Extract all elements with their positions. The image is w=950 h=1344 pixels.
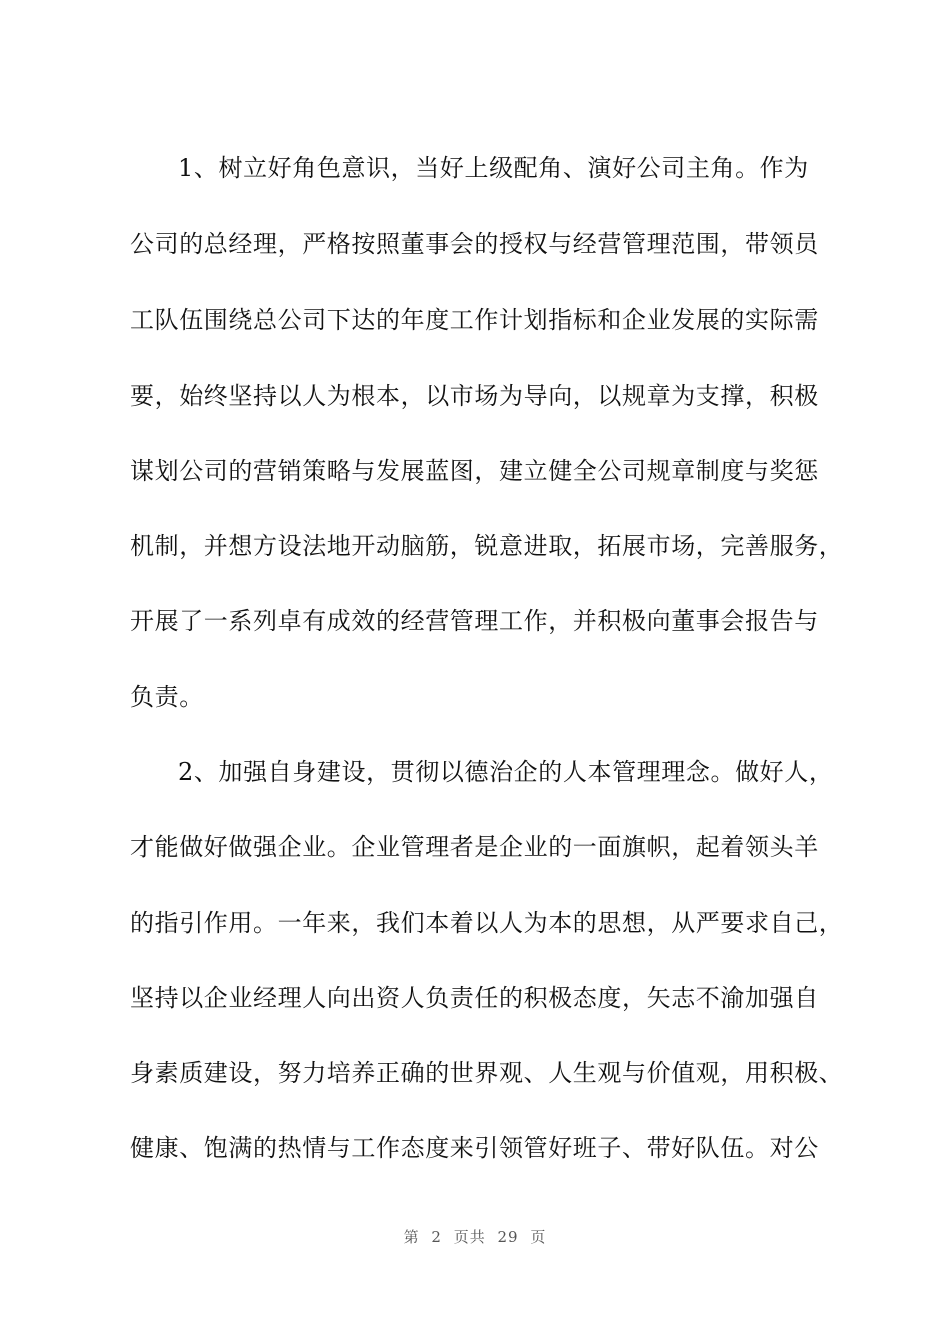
paragraph-2-line-6: 健康、饱满的热情与工作态度来引领管好班子、带好队伍。对公 xyxy=(130,1134,819,1162)
page-number-footer: 第 2 页共 29 页 xyxy=(403,1228,547,1246)
paragraph-1-line-2: 公司的总经理，严格按照董事会的授权与经营管理范围，带领员 xyxy=(130,230,819,258)
paragraph-1-line-3: 工队伍围绕总公司下达的年度工作计划指标和企业发展的实际需 xyxy=(130,306,819,334)
paragraph-2-line-1: 2、加强自身建设，贯彻以德治企的人本管理理念。做好人， xyxy=(178,758,834,786)
paragraph-1-line-6: 机制，并想方设法地开动脑筋，锐意进取，拓展市场，完善服务， xyxy=(130,532,844,560)
paragraph-2-line-4: 坚持以企业经理人向出资人负责任的积极态度，矢志不渝加强自 xyxy=(130,984,819,1012)
paragraph-2-line-5: 身素质建设，努力培养正确的世界观、人生观与价值观，用积极、 xyxy=(130,1059,844,1087)
paragraph-2-line-2: 才能做好做强企业。企业管理者是企业的一面旗帜，起着领头羊 xyxy=(130,833,819,861)
paragraph-1-line-8: 负责。 xyxy=(130,683,204,711)
paragraph-1-line-5: 谋划公司的营销策略与发展蓝图，建立健全公司规章制度与奖惩 xyxy=(130,457,819,485)
paragraph-1-line-7: 开展了一系列卓有成效的经营管理工作，并积极向董事会报告与 xyxy=(130,607,819,635)
paragraph-1-line-1: 1、树立好角色意识，当好上级配角、演好公司主角。作为 xyxy=(178,154,809,182)
paragraph-2-line-3: 的指引作用。一年来，我们本着以人为本的思想，从严要求自己， xyxy=(130,909,844,937)
paragraph-1-line-4: 要，始终坚持以人为根本，以市场为导向，以规章为支撑，积极 xyxy=(130,382,819,410)
